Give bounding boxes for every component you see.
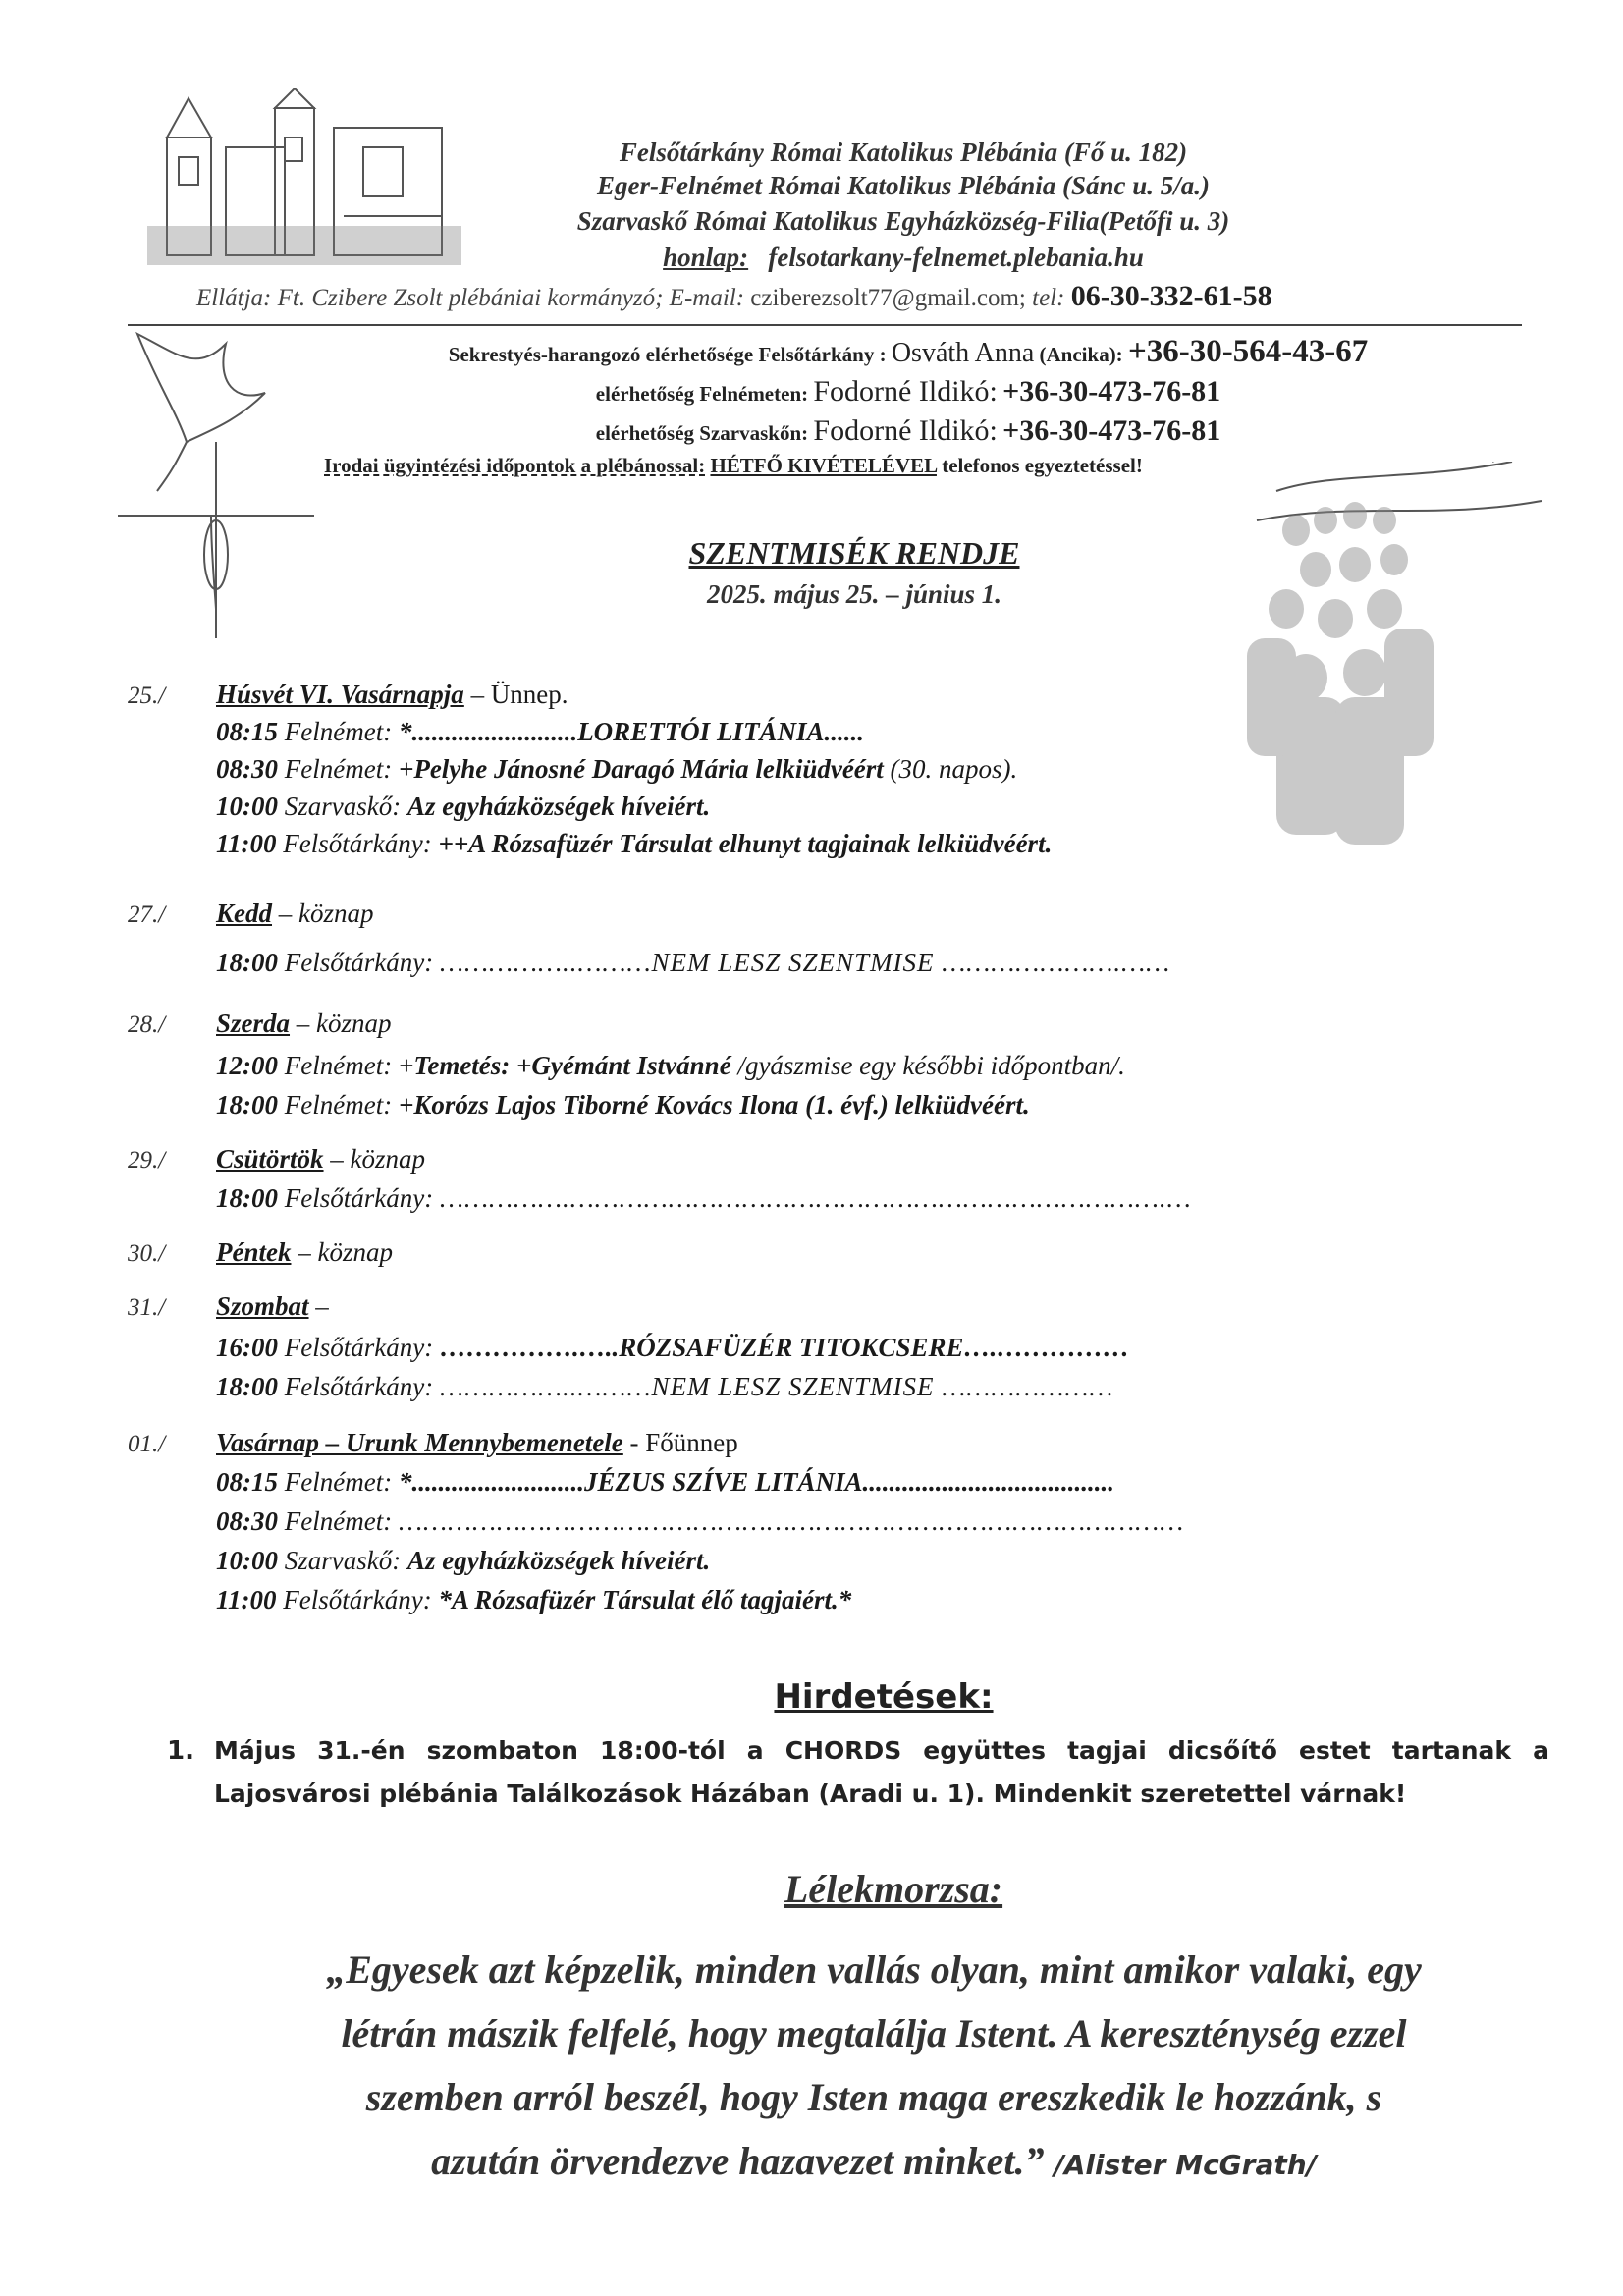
mass-time: 08:15 xyxy=(216,1467,278,1497)
mass-intention: *A Rózsafüzér Társulat élő tagjaiért.* xyxy=(438,1585,852,1614)
day-kind: – köznap xyxy=(298,1237,393,1267)
mass-place: Szarvaskő: xyxy=(284,1546,402,1575)
mass-time: 08:30 xyxy=(216,1506,278,1536)
mass-intention: +Temetés: +Gyémánt Istvánné xyxy=(398,1051,731,1080)
day-heading xyxy=(216,899,374,929)
day-heading xyxy=(216,1237,393,1268)
crowd-illustration xyxy=(1217,462,1551,894)
day-name: Péntek xyxy=(216,1237,292,1267)
email[interactable]: cziberezsolt77@gmail.com; xyxy=(750,285,1026,311)
office-hours-line xyxy=(324,454,1143,478)
quote-line-3: szemben arról beszél, hogy Isten maga ereszkedik le hozzánk, s xyxy=(365,2075,1382,2119)
mass-line xyxy=(216,717,864,747)
day-kind: – köznap xyxy=(296,1009,392,1038)
day-number: 01./ xyxy=(128,1431,166,1457)
mass-place: Felnémet: xyxy=(284,754,393,784)
felnemet-contact-line xyxy=(295,375,1522,409)
mass-intention: …………………………………………………………………………………… xyxy=(398,1506,1185,1536)
mass-intention: …………….……………………………………………………………….… xyxy=(439,1183,1192,1213)
mass-place: Felnémet: xyxy=(284,1090,393,1120)
announcement-number: 1. xyxy=(167,1736,194,1766)
provider-label: Ellátja: Ft. Czibere Zsolt plébániai kormányzó; E-mail: xyxy=(196,285,745,311)
mass-place: Felsőtárkány: xyxy=(283,829,432,858)
homepage-label: honlap: xyxy=(663,243,749,272)
day-name: Kedd xyxy=(216,899,272,928)
sacristan-label: Sekrestyés-harangozó elérhetősége Felsőtárkány : xyxy=(448,343,887,366)
mass-line xyxy=(216,1051,1125,1081)
day-name: Szombat xyxy=(216,1291,309,1321)
mass-time: 18:00 xyxy=(216,1090,278,1120)
quote-text: azután örvendezve hazavezet minket.” xyxy=(431,2139,1045,2183)
office-note: telefonos egyeztetéssel! xyxy=(942,454,1143,477)
mass-line xyxy=(216,1183,1192,1214)
mass-time: 10:00 xyxy=(216,1546,278,1575)
mass-line xyxy=(216,1585,851,1615)
day-number: 31./ xyxy=(128,1294,166,1321)
day-kind: – Ünnep. xyxy=(470,680,568,709)
mass-intention: *.........................LORETTÓI LITÁNIA...... xyxy=(398,717,864,746)
quote-line-1: „Egyesek azt képzelik, minden vallás olyan, mint amikor valaki, egy xyxy=(326,1947,1422,1992)
sacristan-phone: +36-30-564-43-67 xyxy=(1127,334,1369,369)
mass-line xyxy=(216,1506,1184,1537)
mass-place: Felnémet: xyxy=(284,717,393,746)
office-days: HÉTFŐ KIVÉTELÉVEL xyxy=(710,454,937,477)
announcement-line-2: Lajosvárosi plébánia Találkozások Házában (Aradi u. 1). Mindenkit szeretettel várnak! xyxy=(214,1779,1407,1808)
homepage-url[interactable]: felsotarkany-felnemet.plebania.hu xyxy=(768,243,1144,272)
mass-time: 08:30 xyxy=(216,754,278,784)
mass-place: Felnémet: xyxy=(284,1051,393,1080)
day-heading xyxy=(216,1009,392,1039)
mass-note: (30. napos). xyxy=(890,754,1018,784)
mass-line xyxy=(216,948,1170,978)
mass-place: Felsőtárkány: xyxy=(284,1333,434,1362)
mass-intention: Az egyházközségek híveiért. xyxy=(406,1546,711,1575)
day-heading xyxy=(216,1291,329,1322)
day-number: 25./ xyxy=(128,683,166,709)
day-kind: – xyxy=(315,1291,329,1321)
mass-intention: ……………..………NEM LESZ SZENTMISE ………………… xyxy=(439,1372,1114,1401)
quote-line-2: létrán mászik felfelé, hogy megtalálja Istent. A kereszténység ezzel xyxy=(341,2011,1407,2055)
mass-line xyxy=(216,754,1017,785)
mass-place: Felsőtárkány: xyxy=(283,1585,432,1614)
mass-time: 12:00 xyxy=(216,1051,278,1080)
quote-line-4 xyxy=(226,2131,1522,2196)
dove-cross-illustration xyxy=(118,324,314,638)
mass-line xyxy=(216,829,1052,859)
mass-place: Felnémet: xyxy=(284,1467,393,1497)
day-kind: – köznap xyxy=(330,1144,426,1174)
schedule-title: SZENTMISÉK RENDJE xyxy=(688,535,1020,571)
mass-line xyxy=(216,792,710,822)
felnemet-label: elérhetőség Felnémeten: xyxy=(595,382,809,406)
mass-time: 18:00 xyxy=(216,1183,278,1213)
day-heading xyxy=(216,1144,425,1175)
mass-line xyxy=(216,1546,710,1576)
quote-author: /Alister McGrath/ xyxy=(1054,2149,1317,2181)
provider-line xyxy=(196,280,1272,313)
homepage-line xyxy=(412,243,1394,273)
day-number: 29./ xyxy=(128,1147,166,1174)
parish-line-3: Szarvaskő Római Katolikus Egyházközség-Filia(Petőfi u. 3) xyxy=(576,206,1230,236)
sacristan-nick: (Ancika): xyxy=(1039,343,1123,366)
announcements-title: Hirdetések: xyxy=(774,1677,994,1717)
mass-time: 18:00 xyxy=(216,948,278,977)
mass-intention: +Pelyhe Jánosné Daragó Mária lelkiüdvéért xyxy=(398,754,884,784)
crumbs-title: Lélekmorzsa: xyxy=(784,1867,1003,1911)
day-name: Vasárnap – Urunk Mennybemenetele xyxy=(216,1428,623,1457)
sacristan-line xyxy=(295,334,1522,370)
mass-time: 11:00 xyxy=(216,1585,277,1614)
mass-line xyxy=(216,1372,1113,1402)
tel-label: tel: xyxy=(1032,285,1065,311)
schedule-dates: 2025. május 25. – június 1. xyxy=(706,579,1002,609)
header-divider xyxy=(128,324,1522,326)
mass-intention: ++A Rózsafüzér Társulat elhunyt tagjainak lelkiüdvéért. xyxy=(438,829,1053,858)
mass-note: /gyászmise egy későbbi időpontban/. xyxy=(737,1051,1125,1080)
day-name: Húsvét VI. Vasárnapja xyxy=(216,680,464,709)
day-heading xyxy=(216,680,568,710)
felnemet-phone: +36-30-473-76-81 xyxy=(1002,375,1221,408)
day-name: Csütörtök xyxy=(216,1144,324,1174)
day-name: Szerda xyxy=(216,1009,291,1038)
mass-place: Szarvaskő: xyxy=(284,792,402,821)
mass-line xyxy=(216,1090,1030,1121)
mass-place: Felsőtárkány: xyxy=(284,1183,434,1213)
day-number: 27./ xyxy=(128,902,166,928)
mass-time: 08:15 xyxy=(216,717,278,746)
mass-time: 10:00 xyxy=(216,792,278,821)
announcement-line-1: Május 31.-én szombaton 18:00-tól a CHORDS együttes tagjai dicsőítő estet tartanak a xyxy=(214,1736,1549,1765)
mass-intention: +Korózs Lajos Tiborné Kovács Ilona (1. évf.) lelkiüdvéért. xyxy=(398,1090,1030,1120)
mass-intention: …………….…..RÓZSAFÜZÉR TITOKCSERE….…………… xyxy=(439,1333,1130,1362)
parish-line-2: Eger-Felnémet Római Katolikus Plébánia (Sánc u. 5/a.) xyxy=(596,171,1211,200)
mass-intention: *..........................JÉZUS SZÍVE LITÁNIA...................................... xyxy=(398,1467,1115,1497)
office-label: Irodai ügyintézési időpontok a plébánossal: xyxy=(324,454,706,477)
felnemet-name: Fodorné Ildikó: xyxy=(813,375,998,408)
parish-line-1: Felsőtárkány Római Katolikus Plébánia (Fő u. 182) xyxy=(619,137,1188,167)
sacristan-name: Osváth Anna xyxy=(891,338,1035,368)
szarvasko-contact-line xyxy=(295,414,1522,448)
mass-line xyxy=(216,1333,1129,1363)
mass-time: 16:00 xyxy=(216,1333,278,1362)
mass-time: 11:00 xyxy=(216,829,277,858)
mass-place: Felsőtárkány: xyxy=(284,948,434,977)
mass-place: Felsőtárkány: xyxy=(284,1372,434,1401)
day-number: 30./ xyxy=(128,1240,166,1267)
szarvasko-label: elérhetőség Szarvaskőn: xyxy=(595,421,809,445)
szarvasko-name: Fodorné Ildikó: xyxy=(813,414,998,447)
day-kind: - Főünnep xyxy=(629,1428,738,1457)
mass-line xyxy=(216,1467,1114,1498)
mass-intention: Az egyházközségek híveiért. xyxy=(406,792,711,821)
mass-intention: ……………..………NEM LESZ SZENTMISE ………………….…… xyxy=(439,948,1171,977)
szarvasko-phone: +36-30-473-76-81 xyxy=(1002,414,1221,447)
day-kind: – köznap xyxy=(278,899,374,928)
day-heading xyxy=(216,1428,738,1458)
mass-time: 18:00 xyxy=(216,1372,278,1401)
day-number: 28./ xyxy=(128,1011,166,1038)
mass-place: Felnémet: xyxy=(284,1506,393,1536)
tel: 06-30-332-61-58 xyxy=(1070,280,1272,312)
